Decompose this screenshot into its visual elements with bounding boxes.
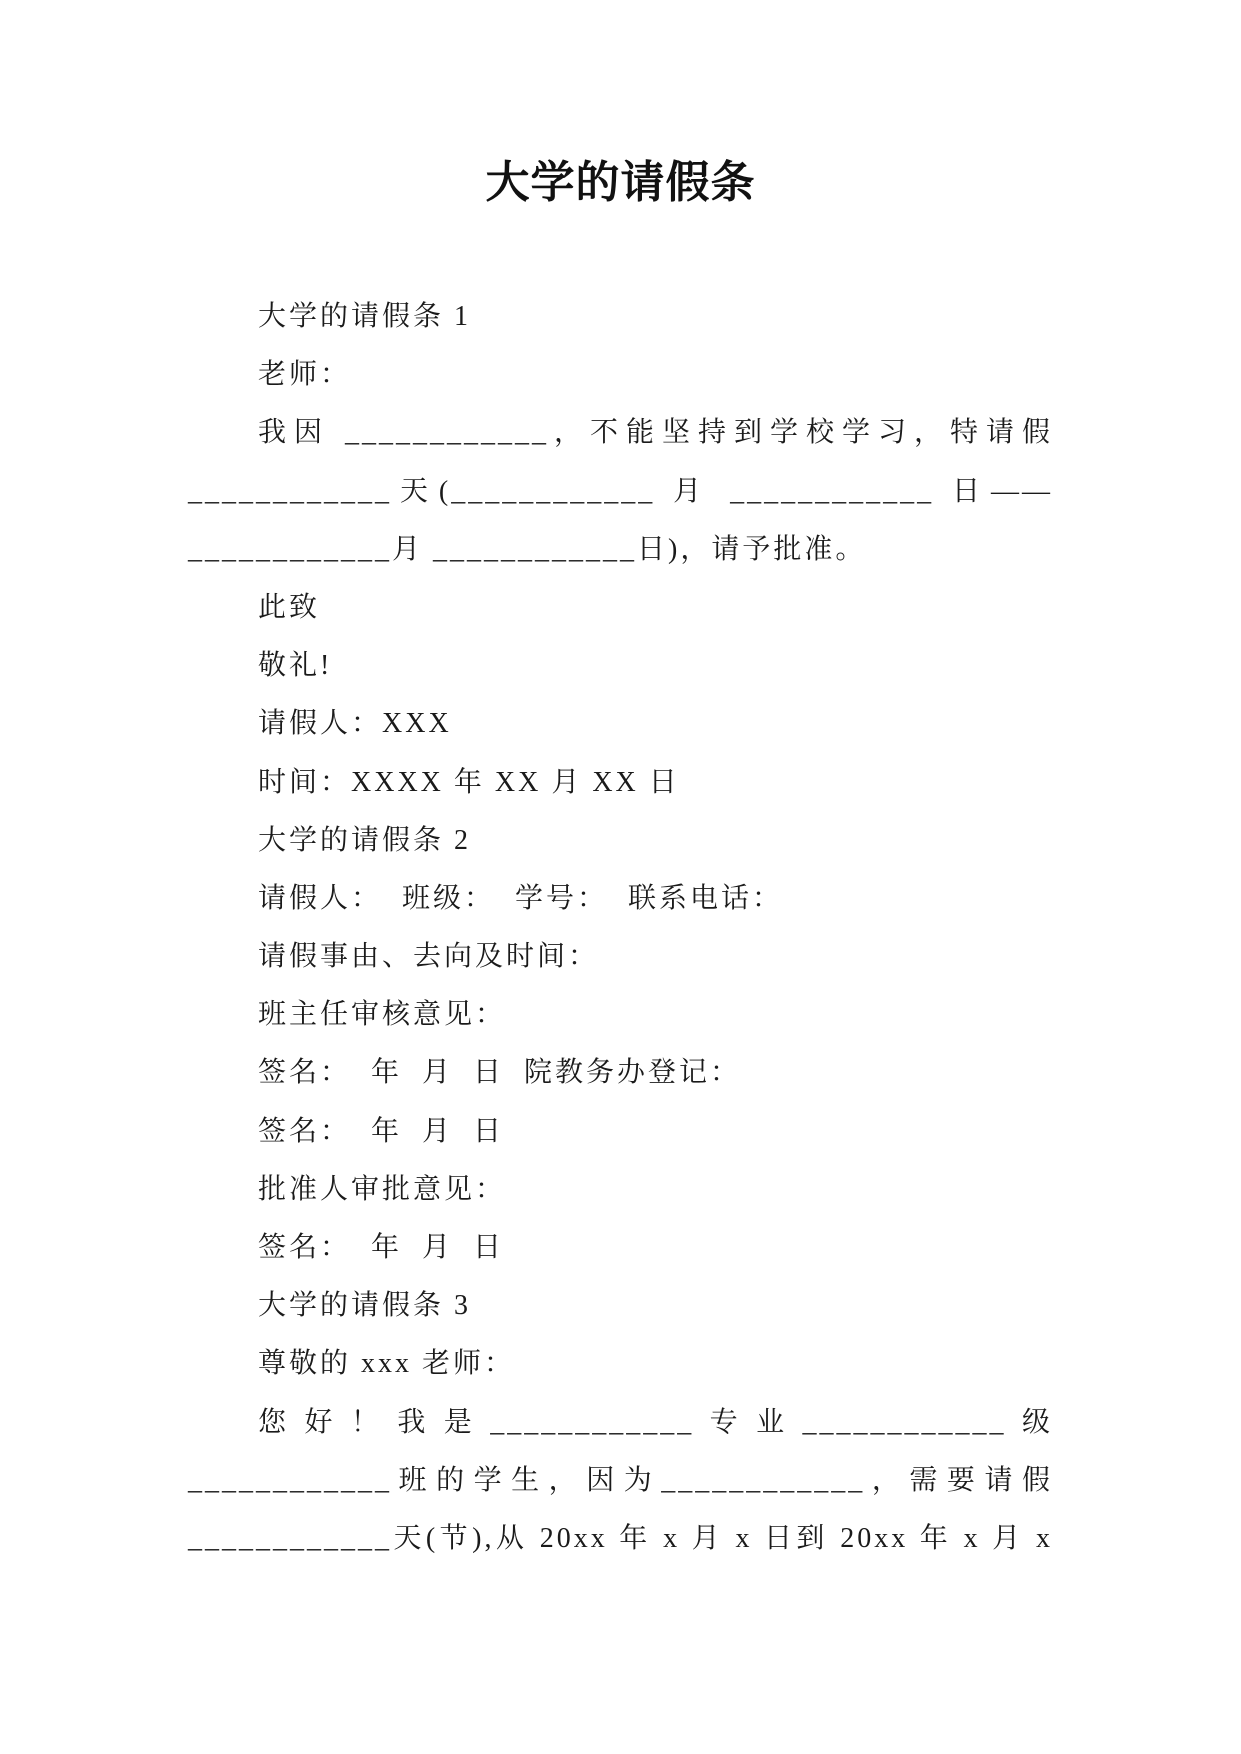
section-1-body-line-1: 我因 ____________，不能坚持到学校学习，特请假 <box>258 417 1053 449</box>
section-1-signer: 请假人：XXX <box>258 708 452 740</box>
section-3-body-line-2: ____________班的学生，因为____________，需要请假 <box>188 1464 1053 1496</box>
section-2-form-line-4: 签名： 年 月 日 院教务办登记： <box>258 1057 742 1089</box>
section-2-form-line-6: 批准人审批意见： <box>258 1173 507 1205</box>
document-title: 大学的请假条 <box>485 158 756 207</box>
section-1-body-line-3: ____________月 ____________日)，请予批准。 <box>188 533 867 565</box>
section-1-salutation: 老师： <box>258 359 352 391</box>
section-1-closing-line-2: 敬礼! <box>258 650 333 682</box>
section-2-form-line-7: 签名： 年 月 日 <box>258 1232 505 1263</box>
section-2-form-line-3: 班主任审核意见： <box>258 999 507 1031</box>
section-3-body-line-3: ____________天(节),从 20xx 年 x 月 x 日到 20xx 年 x 月 x <box>188 1522 1053 1554</box>
section-2-form-line-2: 请假事由、去向及时间： <box>258 941 600 973</box>
section-1-date: 时间：XXXX 年 XX 月 XX 日 <box>258 766 680 798</box>
section-1-body-line-2: ____________天(____________ 月 ____________ 日—— <box>188 475 1053 507</box>
section-3-body-line-1: 您好！我是____________专业____________级 <box>258 1406 1053 1438</box>
section-3-salutation: 尊敬的 xxx 老师： <box>258 1348 516 1380</box>
section-2-form-line-5: 签名： 年 月 日 <box>258 1115 505 1147</box>
section-1-heading: 大学的请假条 1 <box>258 301 472 332</box>
section-2-heading: 大学的请假条 2 <box>258 824 472 856</box>
section-3-heading: 大学的请假条 3 <box>258 1290 472 1322</box>
section-1-closing-line-1: 此致 <box>258 591 321 623</box>
document-body <box>188 288 1053 1568</box>
section-2-form-line-1: 请假人： 班级： 学号： 联系电话： <box>258 882 784 914</box>
